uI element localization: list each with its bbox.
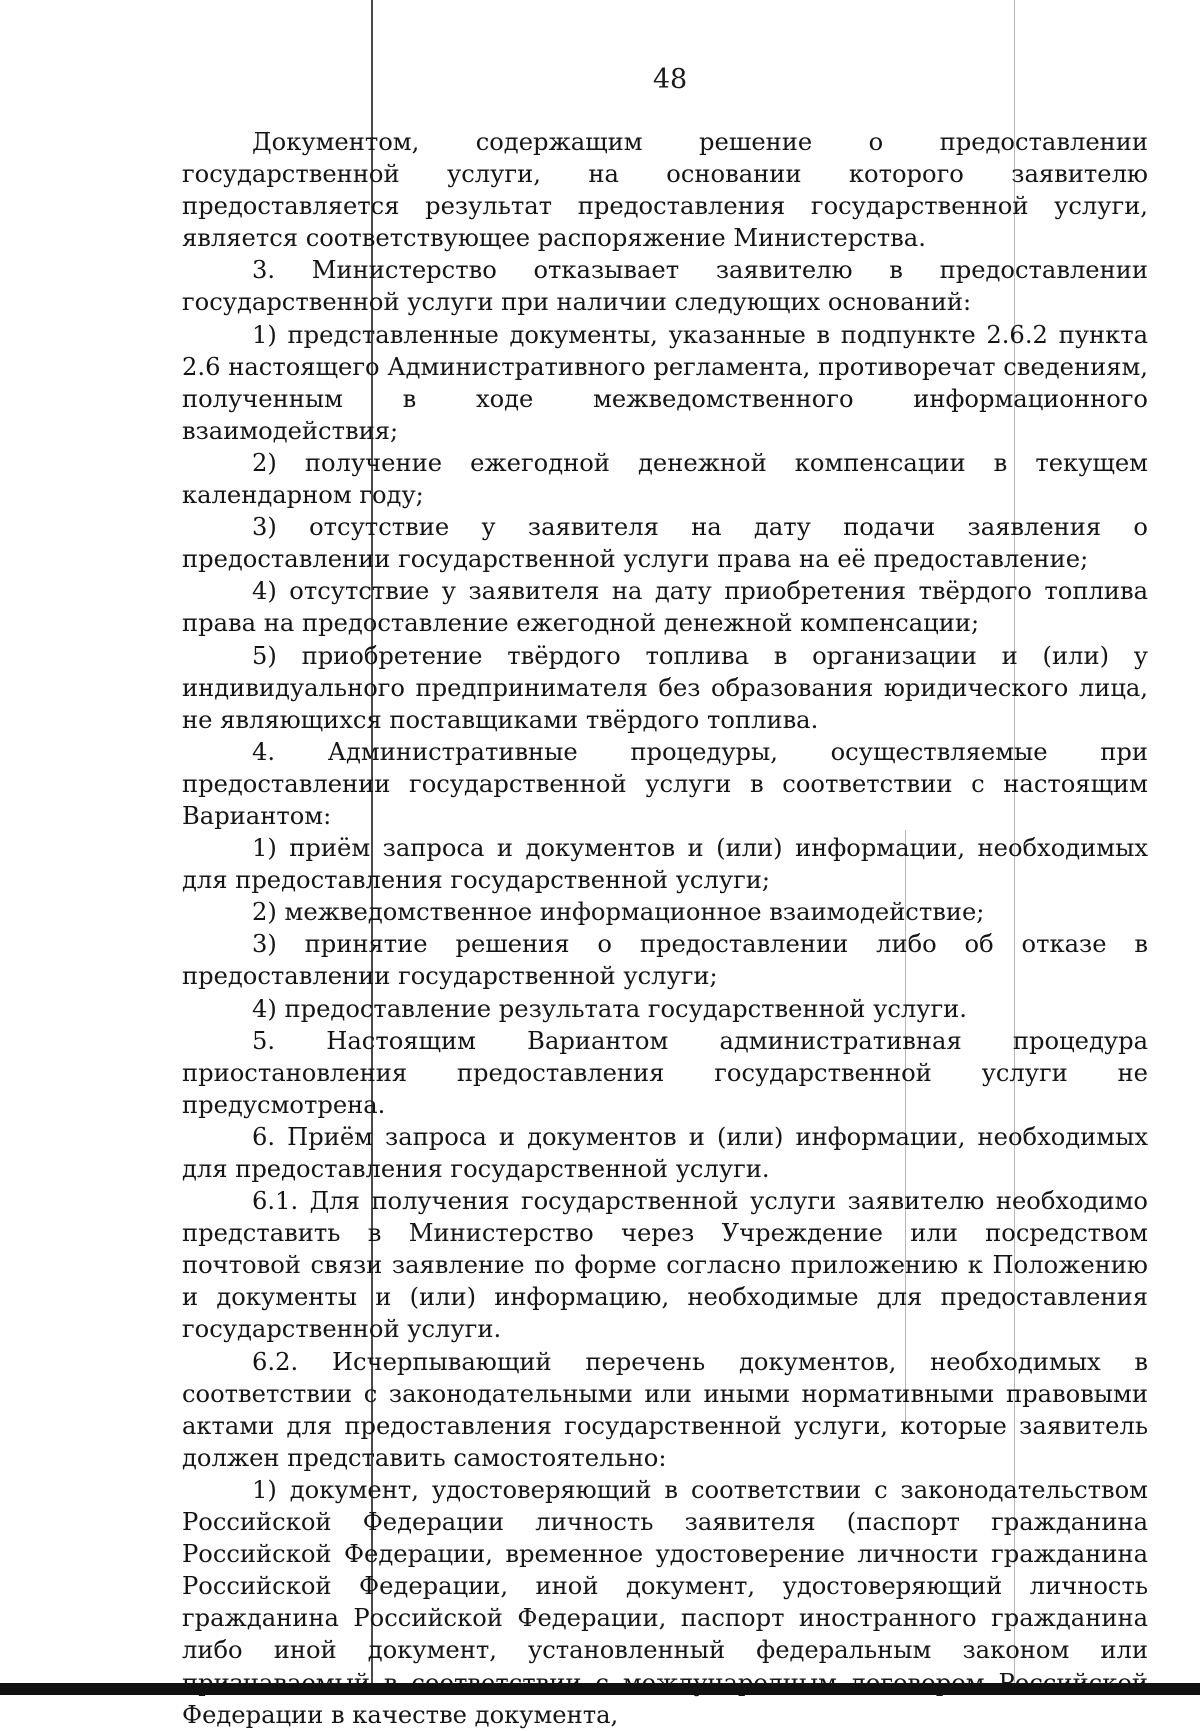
paragraph: 5. Настоящим Вариантом административная процедура приостановления предоставления государственной услуги не предусмотрена.	[182, 1026, 1148, 1119]
paragraph: 6.2. Исчерпывающий перечень документов, необходимых в соответствии с законодательными или иными нормативными правовыми актами для предоставления государственной услуги, которые заявитель должен представить самостоятельно:	[182, 1347, 1148, 1472]
page-number: 48	[652, 64, 688, 95]
paragraph: 6.1. Для получения государственной услуги заявителю необходимо представить в Министерство через Учреждение или посредством почтовой связи заявление по форме согласно приложению к Положению и документы и (или) информацию, необходимые для предоставления государственной услуги.	[182, 1187, 1148, 1344]
paragraph: 1) приём запроса и документов и (или) информации, необходимых для предоставления государственной услуги;	[182, 834, 1148, 895]
paragraph: 3. Министерство отказывает заявителю в предоставлении государственной услуги при наличии следующих оснований:	[182, 256, 1148, 317]
document-body	[182, 126, 1148, 1731]
paragraph: 4. Административные процедуры, осуществляемые при предоставлении государственной услуги в соответствии с настоящим Вариантом:	[182, 737, 1148, 830]
paragraph: 2) межведомственное информационное взаимодействие;	[252, 898, 985, 927]
paragraph: 4) отсутствие у заявителя на дату приобретения твёрдого топлива права на предоставление ежегодной денежной компенсации;	[182, 577, 1148, 638]
paragraph: Документом, содержащим решение о предоставлении государственной услуги, на основании которого заявителю предоставляется результат предоставления государственной услуги, является соответствующее распоряжение Министерства.	[182, 128, 1148, 253]
paragraph: 6. Приём запроса и документов и (или) информации, необходимых для предоставления государственной услуги.	[182, 1122, 1148, 1183]
paragraph: 1) документ, удостоверяющий в соответствии с законодательством Российской Федерации личность заявителя (паспорт гражданина Российской Федерации, временное удостоверение личности гражданина Российской Федерации, иной документ, удостоверяющий личность гражданина Российской Федерации, паспорт иностранного гражданина либо иной документ, установленный федеральным законом или Федерации в качестве документа,	[182, 1475, 1148, 1729]
paragraph: 2) получение ежегодной денежной компенсации в текущем календарном году;	[182, 448, 1148, 510]
paragraph: 1) представленные документы, указанные в подпункте 2.6.2 пункта 2.6 настоящего Административного регламента, противоречат сведениям, полученным в ходе межведомственного информационного взаимодействия;	[182, 320, 1148, 445]
paragraph: 5) приобретение твёрдого топлива в организации и (или) у индивидуального предпринимателя без образования юридического лица, не являющихся поставщиками твёрдого топлива.	[182, 641, 1148, 734]
paragraph: 4) предоставление результата государственной услуги.	[252, 994, 967, 1023]
scan-bottom-edge	[0, 1683, 1200, 1695]
paragraph: 3) отсутствие у заявителя на дату подачи заявления о предоставлении государственной услуги права на её предоставление;	[182, 513, 1148, 574]
paragraph: 3) принятие решения о предоставлении либо об отказе в предоставлении государственной услуги;	[182, 930, 1148, 991]
